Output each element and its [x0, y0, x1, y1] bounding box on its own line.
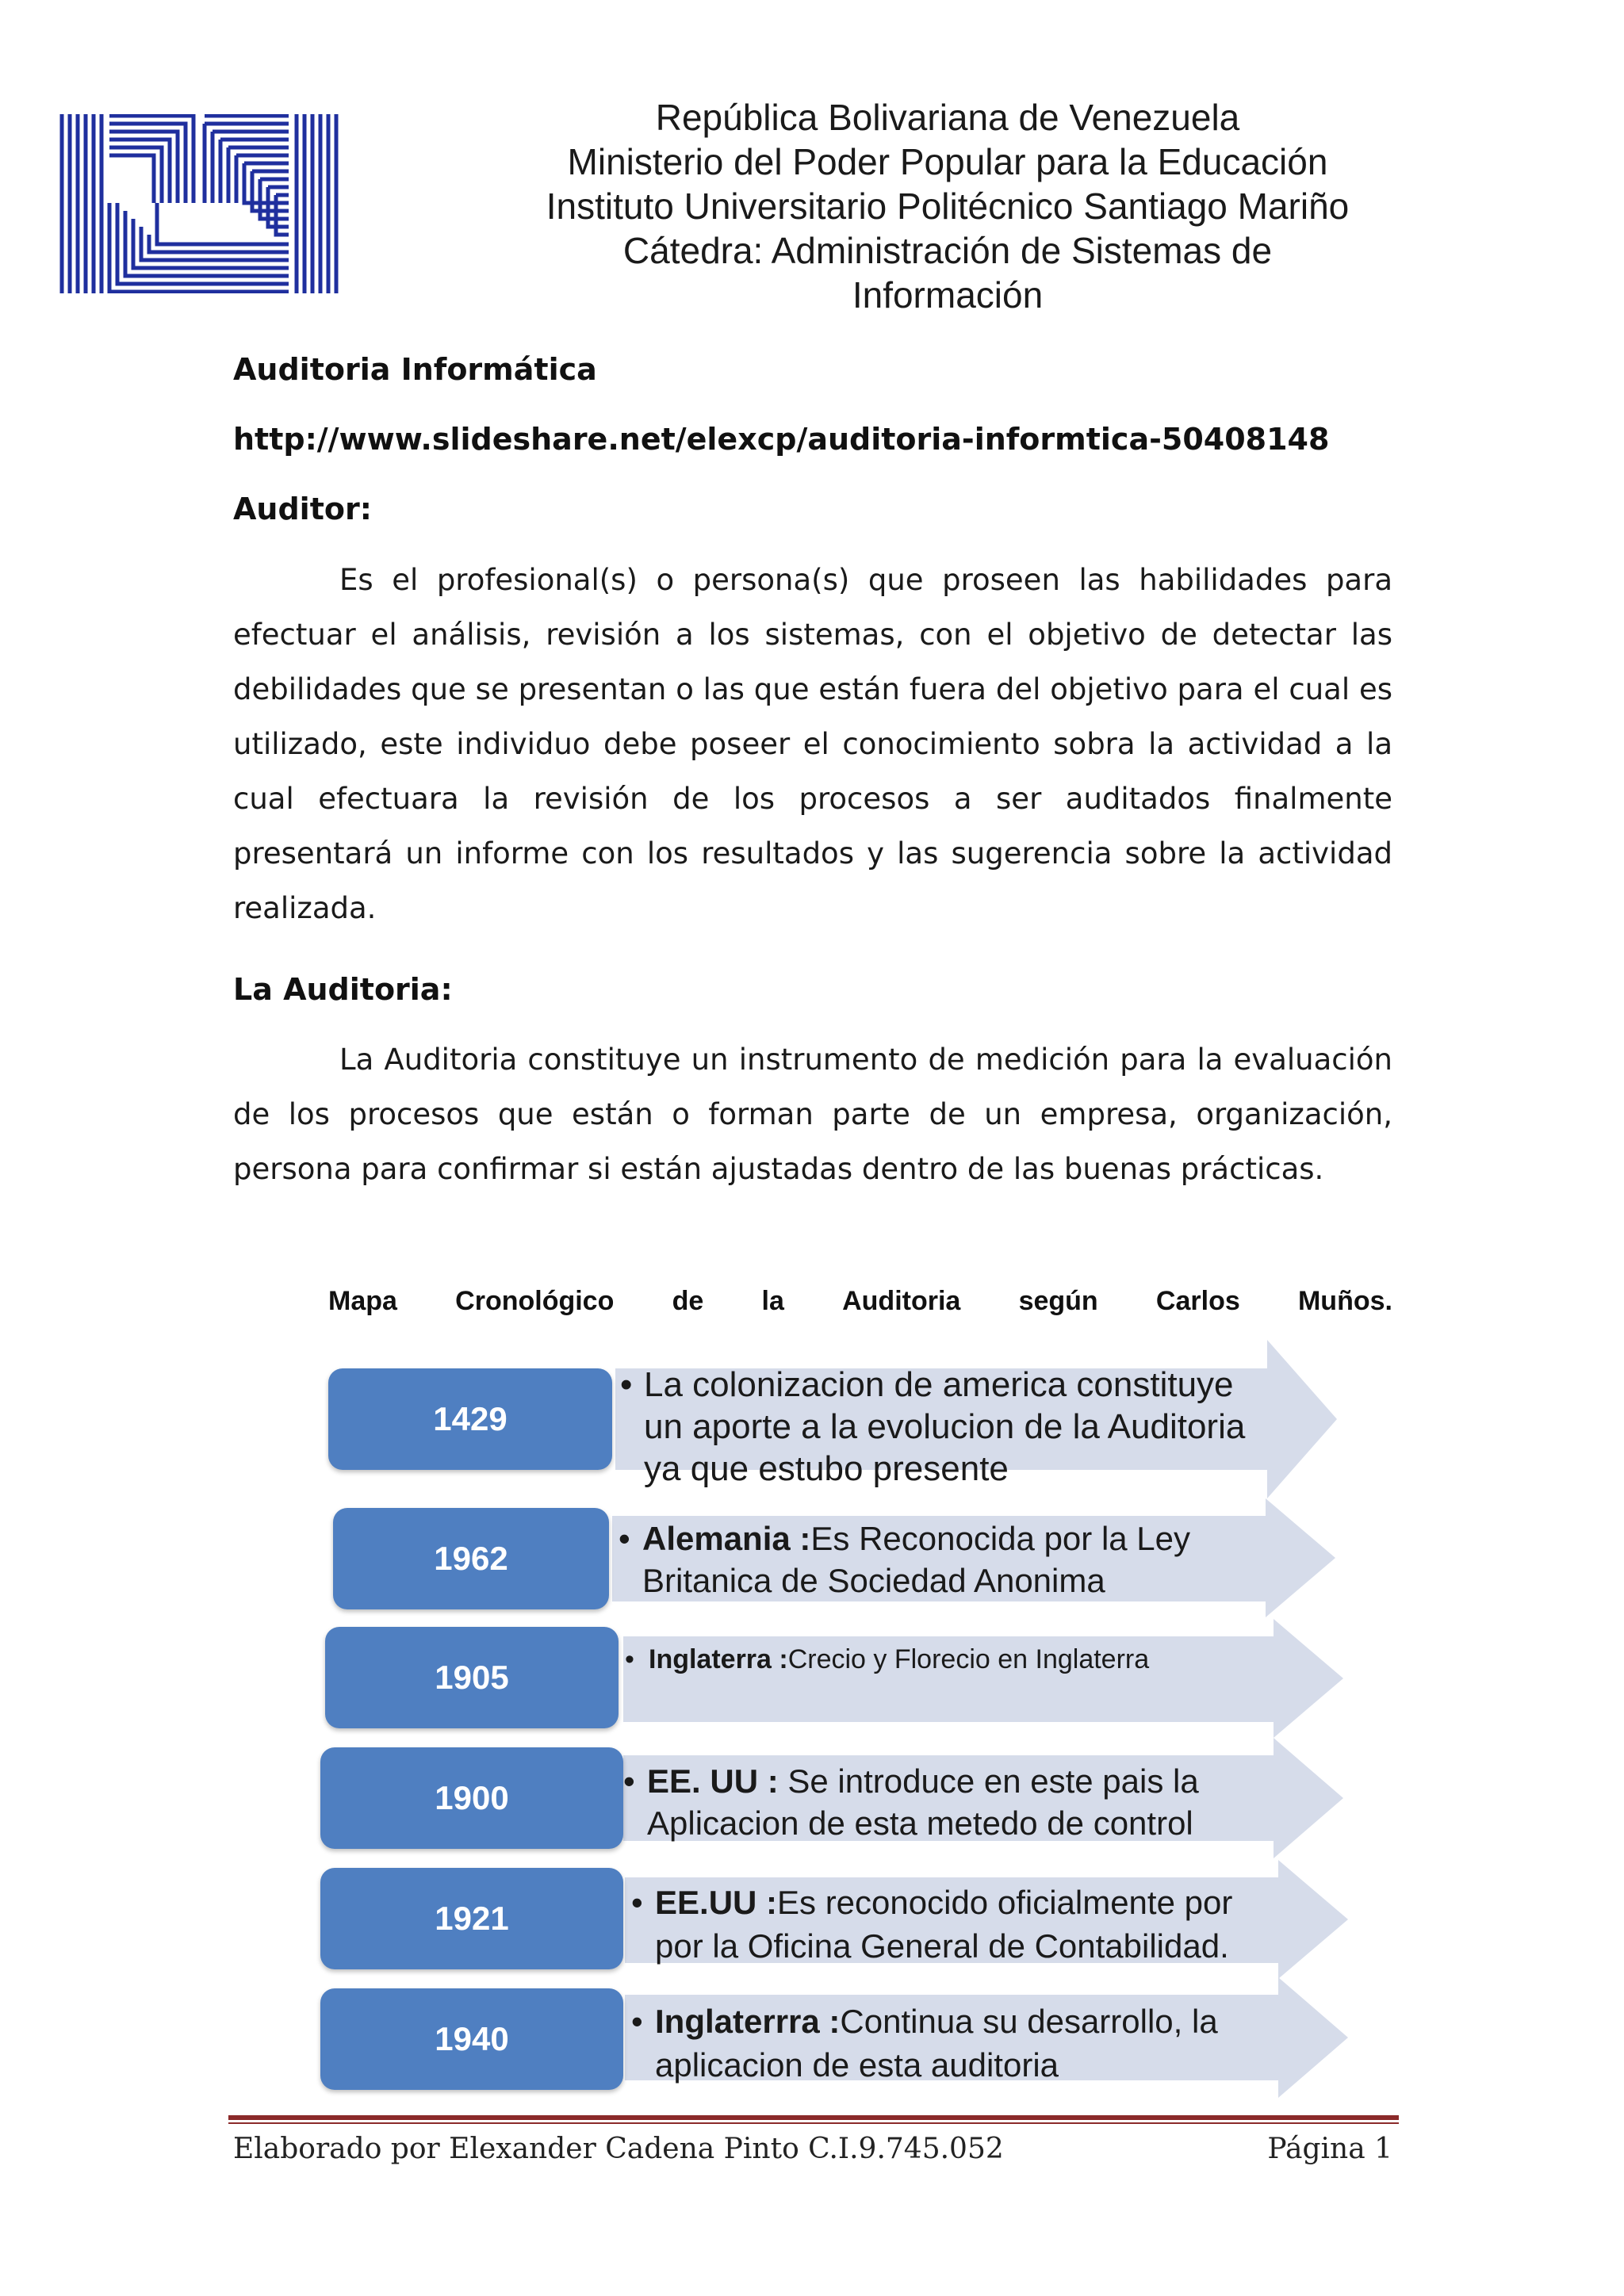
timeline-item-text [620, 1364, 1262, 1490]
bullet-icon: • [631, 2003, 643, 2040]
footer-divider-thin [228, 2122, 1399, 2124]
auditoria-heading: La Auditoria: [233, 972, 453, 1007]
timeline-year-box [328, 1368, 612, 1470]
auditor-paragraph [233, 553, 1392, 936]
timeline-year: 1905 [435, 1659, 509, 1696]
footer-author: Elaborado por Elexander Cadena Pinto C.I.9.745.052 [233, 2133, 1004, 2165]
map-title-word: la [761, 1286, 784, 1316]
footer-divider [228, 2115, 1399, 2120]
timeline-year: 1900 [435, 1779, 509, 1816]
timeline-item-label: Inglaterra : [649, 1644, 788, 1674]
timeline-item-description: Es Reconocida por la Ley Britanica de Sociedad Anonima [642, 1520, 1191, 1599]
map-title-word: Mapa [328, 1286, 397, 1316]
timeline-item-label: Alemania : [642, 1520, 811, 1557]
auditoria-paragraph-text: La Auditoria constituye un instrumento de medición para la evaluación de los procesos que están o forman parte de un empresa, organización, persona para confirmar si están ajustadas dentro de las buenas prácticas. [233, 1043, 1392, 1186]
bullet-icon: • [631, 1884, 643, 1921]
timeline-year: 1429 [433, 1400, 508, 1437]
header-line-5: Información [852, 274, 1044, 316]
timeline-year: 1940 [435, 2020, 509, 2057]
document-title: Auditoria Informática [233, 352, 597, 387]
timeline-item-description: Es reconocido oficialmente por por la Oficina General de Contabilidad. [655, 1884, 1233, 1965]
header-line-2: Ministerio del Poder Popular para la Educación [567, 141, 1328, 182]
timeline-item-text [623, 1760, 1264, 1844]
timeline-arrow [623, 1619, 1343, 1738]
auditor-heading: Auditor: [233, 492, 372, 526]
bullet-icon: • [625, 1644, 634, 1674]
auditor-paragraph-text: Es el profesional(s) o persona(s) que proseen las habilidades para efectuar el análisis, revisión a los sistemas, con el objetivo de detectar las debilidades que se presentan o las que están fuera del objetivo para el cual es utilizado, este individuo debe poseer el conocimiento sobra la actividad a la cual efectuara la revisión de los procesos a ser auditados finalmente presentará un informe con los resultados y las sugerencia sobre la actividad realizada. [233, 563, 1392, 925]
timeline-item-text [625, 1643, 1266, 1676]
timeline-year: 1921 [435, 1900, 509, 1937]
header-line-3: Instituto Universitario Politécnico Santiago Mariño [546, 186, 1350, 227]
map-title-word: de [672, 1286, 704, 1316]
auditoria-paragraph [233, 1032, 1392, 1196]
timeline-year-box [320, 1988, 623, 2090]
timeline-item-description: Crecio y Florecio en Inglaterra [787, 1644, 1150, 1674]
page-number: Página 1 [1267, 2133, 1392, 2165]
timeline-year: 1962 [434, 1540, 508, 1577]
timeline-year-box [320, 1747, 623, 1849]
bullet-icon: • [623, 1762, 635, 1800]
timeline-item-description: Continua su desarrollo, la aplicacion de esta auditoria [655, 2003, 1218, 2084]
timeline-item-label: EE.UU : [655, 1884, 778, 1921]
timeline-year-box [325, 1627, 619, 1728]
timeline-item-description: La colonizacion de america constituye un aporte a la evolucion de la Auditoria ya que estubo presente [644, 1365, 1246, 1488]
bullet-icon: • [620, 1365, 633, 1404]
timeline-item-label: EE. UU : [647, 1762, 788, 1800]
map-title [328, 1286, 1392, 1317]
timeline-item-description: Se introduce en este pais la Aplicacion de esta metedo de control [647, 1762, 1199, 1842]
map-title-word: Carlos [1155, 1286, 1240, 1316]
timeline-item-text [619, 1517, 1262, 1601]
source-url: http://www.slideshare.net/elexcp/auditoria-informtica-50408148 [233, 422, 1330, 457]
institute-logo [59, 114, 339, 293]
timeline-item-label: Inglaterrra : [655, 2003, 841, 2040]
timeline-year-box [333, 1508, 609, 1609]
header-line-1: República Bolivariana de Venezuela [655, 97, 1240, 138]
timeline-year-box [320, 1868, 623, 1969]
bullet-icon: • [619, 1520, 630, 1557]
timeline-item-text [631, 1999, 1275, 2087]
map-title-word: Cronológico [455, 1286, 615, 1316]
timeline-item-text [631, 1881, 1275, 1968]
header-line-4: Cátedra: Administración de Sistemas de [622, 230, 1273, 271]
map-title-word: según [1018, 1286, 1098, 1316]
map-title-word: Auditoria [842, 1286, 961, 1316]
timeline-arrow-shape [623, 1619, 1343, 1738]
document-header [508, 95, 1388, 317]
map-title-word: Muños. [1297, 1286, 1392, 1316]
